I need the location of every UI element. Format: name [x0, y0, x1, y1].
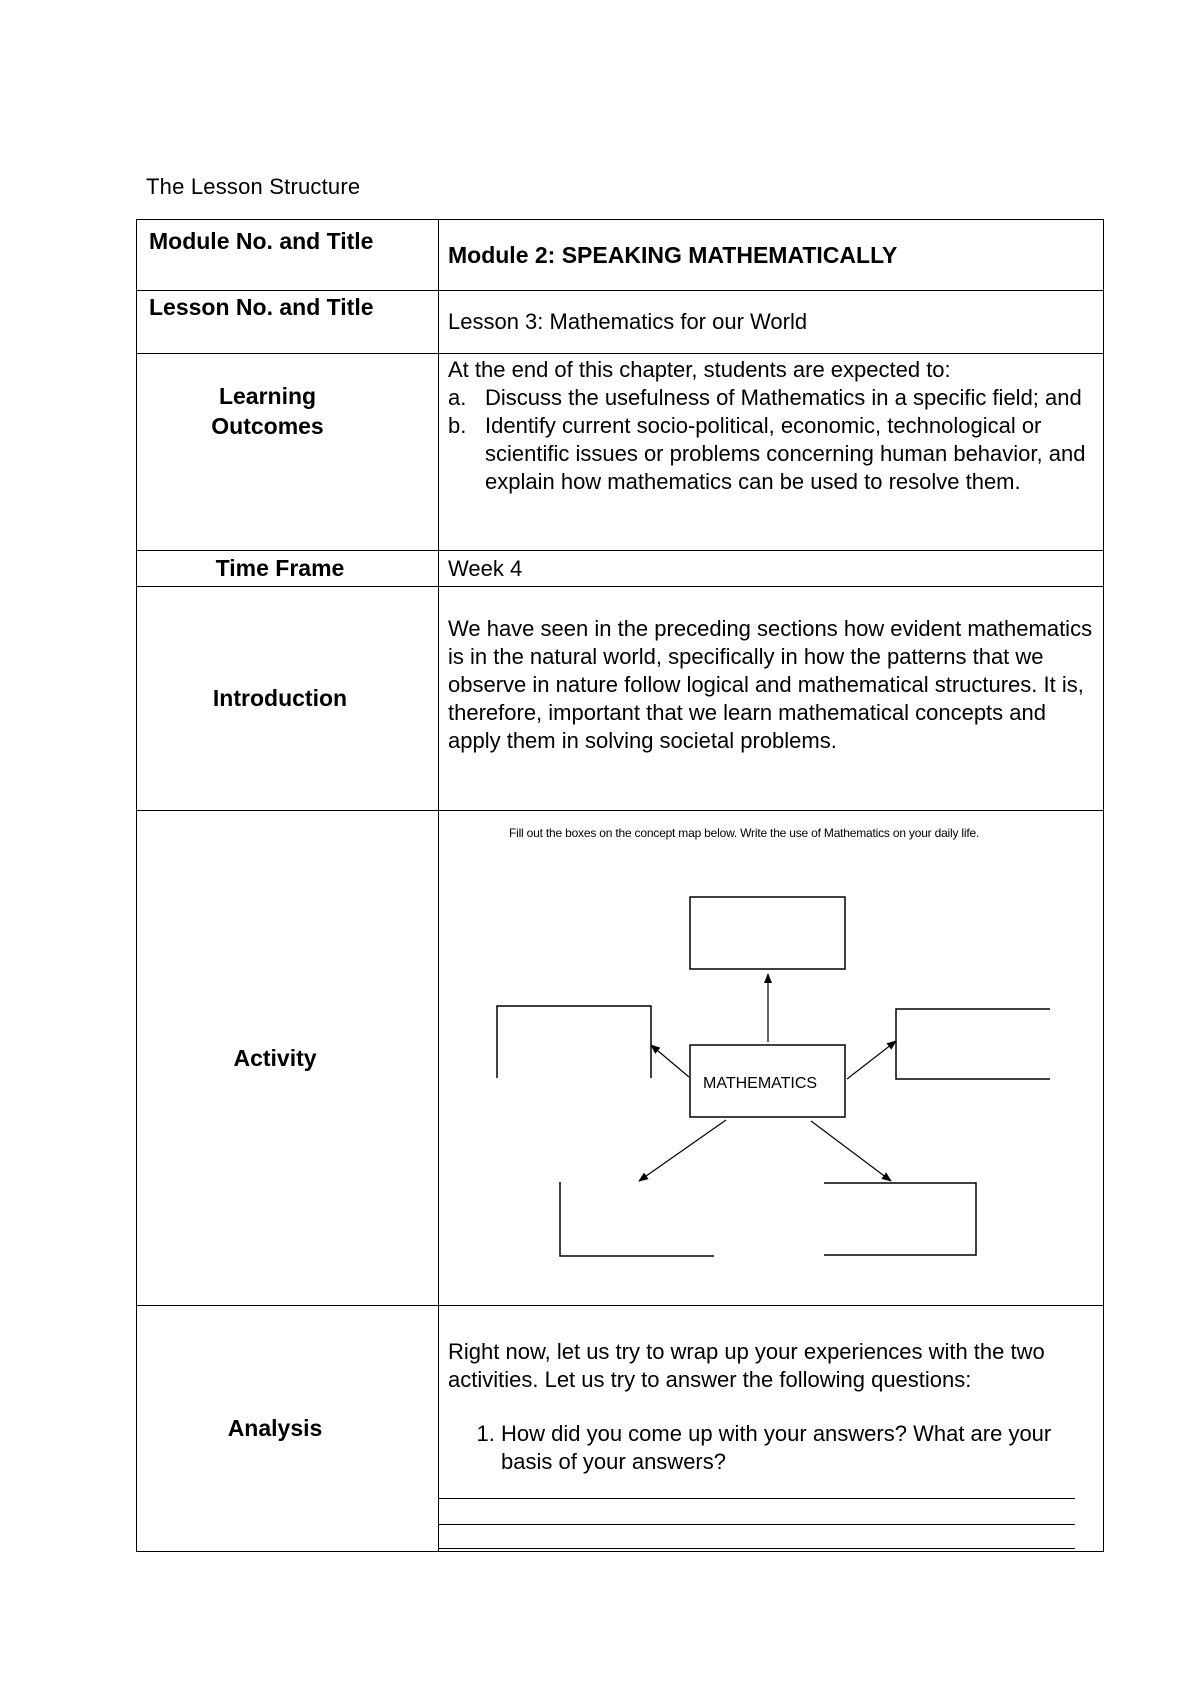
analysis-question-1 — [501, 1420, 1095, 1476]
analysis-question-text: How did you come up with your answers? What are your basis of your answers? — [501, 1421, 1052, 1474]
outcome-marker-b: b. — [448, 413, 467, 438]
time-frame-value: Week 4 — [439, 551, 1104, 587]
arrow-bottom-right — [811, 1121, 891, 1181]
outcomes-list — [448, 384, 1095, 496]
arrow-bottom-left — [639, 1120, 726, 1181]
analysis-label: Analysis — [137, 1306, 439, 1552]
concept-box-left[interactable] — [497, 1006, 651, 1078]
answer-line[interactable] — [439, 1499, 1075, 1525]
activity-value-cell — [439, 811, 1104, 1306]
module-value-cell — [439, 220, 1104, 291]
activity-label: Activity — [137, 811, 439, 1306]
page-heading: The Lesson Structure — [146, 174, 361, 199]
outcome-text-a: Discuss the usefulness of Mathematics in a specific field; and — [485, 385, 1082, 410]
lesson-value: Lesson 3: Mathematics for our World — [439, 291, 1104, 354]
concept-box-bottom-left[interactable] — [560, 1182, 714, 1256]
outcomes-label-line2: Outcomes — [211, 413, 324, 439]
arrow-right — [847, 1041, 896, 1079]
answer-line[interactable] — [439, 1473, 1075, 1499]
lesson-label: Lesson No. and Title — [137, 291, 439, 354]
concept-map-drawing — [439, 811, 1104, 1305]
outcomes-value-cell — [439, 354, 1104, 551]
time-frame-label: Time Frame — [137, 551, 439, 587]
analysis-intro: Right now, let us try to wrap up your experiences with the two activities. Let us try to answer the following questions: — [448, 1339, 1045, 1392]
outcome-marker-a: a. — [448, 385, 467, 410]
outcomes-intro: At the end of this chapter, students are expected to: — [448, 357, 951, 382]
outcome-item-b — [448, 412, 1095, 496]
analysis-value-cell — [439, 1306, 1104, 1552]
introduction-value: We have seen in the preceding sections how evident mathematics is in the natural world, specifically in how the patterns that we observe in nature follow logical and mathematical structures. It is, therefore, important that we learn mathematical concepts and apply them in solving societal problems. — [439, 587, 1104, 811]
concept-map — [439, 811, 1104, 1305]
outcomes-label-line1: Learning — [218, 383, 317, 409]
lesson-row — [137, 291, 1104, 354]
activity-instruction: Fill out the boxes on the concept map below. Write the use of Mathematics on your daily life. — [509, 826, 980, 840]
center-label: MATHEMATICS — [703, 1075, 818, 1092]
arrow-left — [651, 1045, 689, 1077]
introduction-label: Introduction — [137, 587, 439, 811]
outcomes-label-cell — [137, 354, 439, 551]
module-row — [137, 220, 1104, 291]
module-label: Module No. and Title — [137, 220, 439, 291]
introduction-row — [137, 587, 1104, 811]
concept-box-top[interactable] — [690, 897, 845, 969]
outcome-item-a — [448, 384, 1095, 412]
outcome-text-b: Identify current socio-political, economic, technological or scientific issues or problems concerning human behavior, and explain how mathematics can be used to resolve them. — [485, 413, 1086, 494]
activity-row — [137, 811, 1104, 1306]
answer-line[interactable] — [439, 1525, 1075, 1549]
time-frame-row — [137, 551, 1104, 587]
module-title: Module 2: SPEAKING MATHEMATICALLY — [448, 241, 898, 268]
concept-box-bottom-right[interactable] — [824, 1183, 976, 1255]
concept-box-right[interactable] — [896, 1009, 1050, 1079]
analysis-row — [137, 1306, 1104, 1552]
outcomes-row — [137, 354, 1104, 551]
analysis-questions — [448, 1420, 1095, 1476]
lesson-structure-table — [136, 219, 1104, 1552]
